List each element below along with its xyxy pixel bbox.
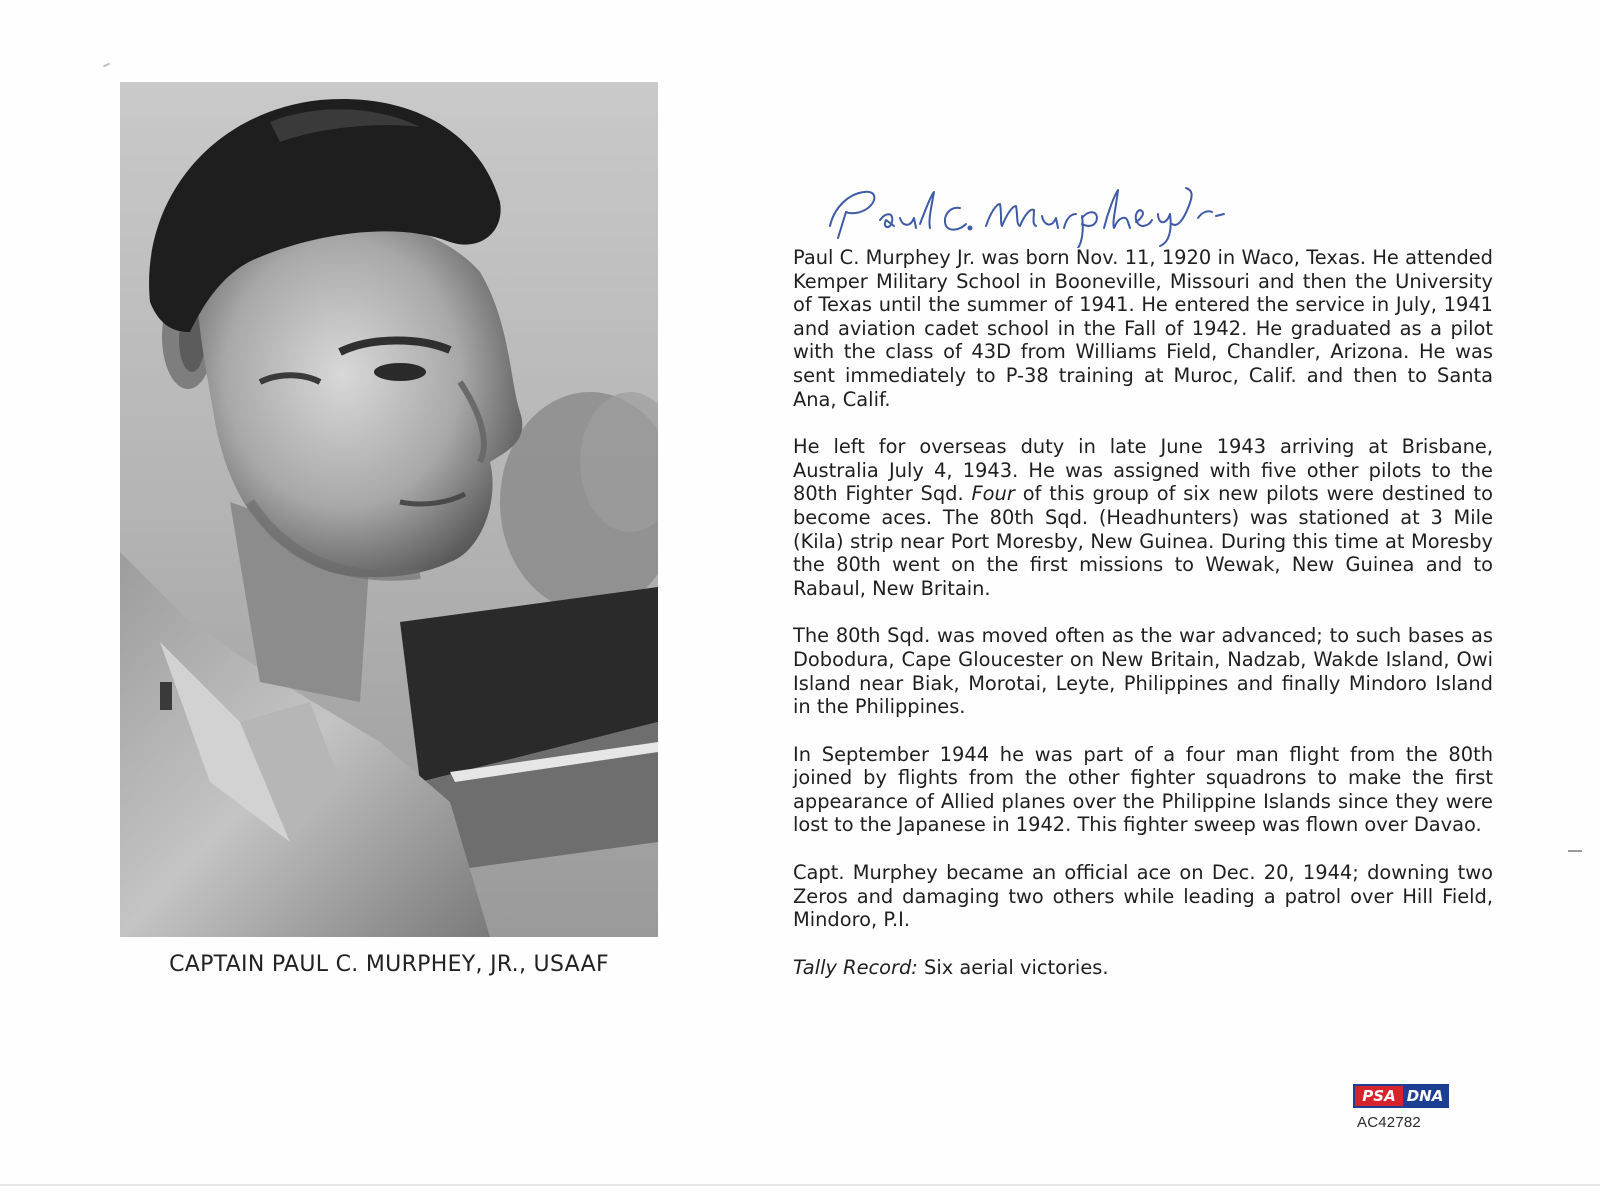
portrait-photo xyxy=(120,82,658,937)
bio-paragraph: Paul C. Murphey Jr. was born Nov. 11, 1920 in Waco, Texas. He attended Kemper Military School in Booneville, Missouri and then the University of Texas until the summer of 1941. He entered the service in July, 1941 and aviation cadet school in the Fall of 1942. He graduated as a pilot with the class of 43D from Williams Field, Chandler, Arizona. He was sent immediately to P-38 training at Muroc, Calif. and then to Santa Ana, Calif. xyxy=(793,246,1493,411)
stray-mark xyxy=(1568,850,1582,852)
photo-caption: CAPTAIN PAUL C. MURPHEY, JR., USAAF xyxy=(169,952,609,977)
bio-paragraph: The 80th Sqd. was moved often as the war advanced; to such bases as Dobodura, Cape Gloucester on New Britain, Nadzab, Wakde Island, Owi Island near Biak, Morotai, Leyte, Philippines and finally Mindoro Island in the Philippines. xyxy=(793,624,1493,719)
psa-dna-logo xyxy=(1353,1084,1449,1108)
stray-mark xyxy=(103,63,110,68)
bio-paragraph xyxy=(793,435,1493,600)
bio-paragraph: Capt. Murphey became an official ace on Dec. 20, 1944; downing two Zeros and damaging two others while leading a patrol over Hill Field, Mindoro, P.I. xyxy=(793,861,1493,932)
page-edge xyxy=(0,1184,1600,1186)
tally-label: Tally Record: xyxy=(793,955,918,979)
portrait-photo-icon xyxy=(120,82,658,937)
bio-text: of this group of six new pilots were destined to become aces. The 80th Sqd. (Headhunters) was stationed at 3 Mile (Kila) strip near Port Moresby, New Guinea. During this time at Moresby the 80th went on the first missions to Wewak, New Guinea and to Rabaul, New Britain. xyxy=(793,482,1493,600)
tally-value: Six aerial victories. xyxy=(917,955,1109,979)
signature-autograph xyxy=(820,168,1240,248)
biography-text xyxy=(793,246,1493,1003)
bio-paragraph: In September 1944 he was part of a four man flight from the 80th joined by flights from the other fighter squadrons to make the first appearance of Allied planes over the Philippine Islands since they were lost to the Japanese in 1942. This fighter sweep was flown over Davao. xyxy=(793,742,1493,837)
bio-emphasis: Four xyxy=(971,482,1015,506)
dna-logo-text: DNA xyxy=(1403,1086,1447,1106)
bio-text: He left for overseas duty in late June 1943 arriving at Brisbane, Australia July 4, 1943. He was assigned with five other pilots to the 80th Fighter Sqd. xyxy=(793,435,1493,506)
psa-logo-text: PSA xyxy=(1355,1086,1403,1106)
tally-record xyxy=(793,956,1493,980)
certification-number: AC42782 xyxy=(1357,1114,1421,1131)
